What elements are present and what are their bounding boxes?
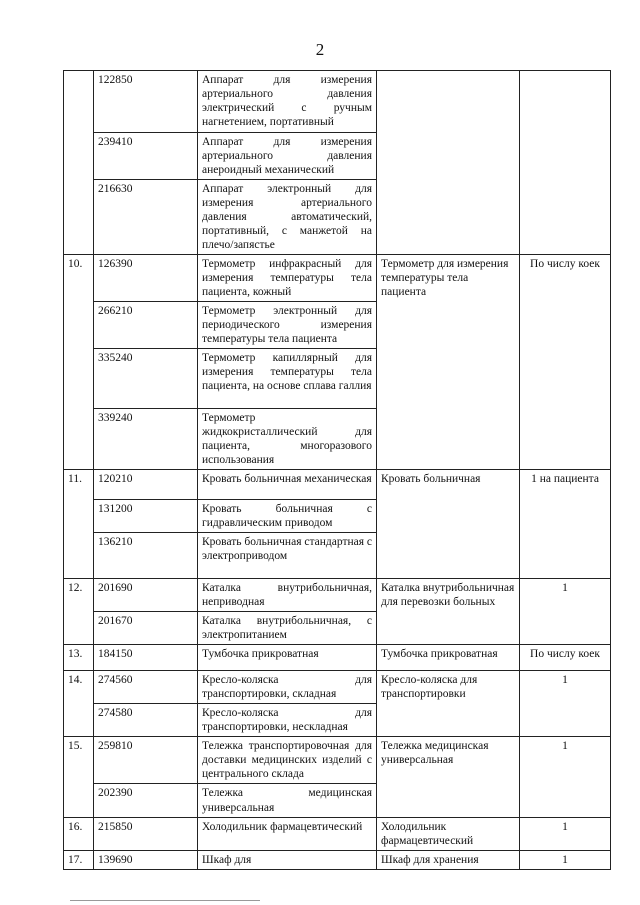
item-code: 131200 (94, 500, 198, 533)
table-row (64, 850, 611, 869)
item-code: 339240 (94, 409, 198, 470)
equipment-table-body (64, 71, 611, 870)
item-code: 266210 (94, 302, 198, 349)
table-row (64, 645, 611, 671)
item-description: Кресло-коляска для транспортировки, складная (198, 671, 377, 704)
equipment-name: Кровать больничная (377, 470, 520, 579)
item-code: 126390 (94, 255, 198, 302)
table-row (64, 817, 611, 850)
item-description: Кресло-коляска для транспортировки, нескладная (198, 704, 377, 737)
row-number: 10. (64, 255, 94, 470)
item-code: 136210 (94, 533, 198, 579)
row-number (64, 71, 94, 255)
item-description: Аппарат для измерения артериального давления электрический с ручным нагнетением, портативный (198, 71, 377, 133)
equipment-quantity: 1 (520, 737, 611, 817)
item-description: Шкаф для (198, 850, 377, 869)
item-description: Термометр жидкокристаллический для пациента, многоразового использования (198, 409, 377, 470)
equipment-quantity: По числу коек (520, 255, 611, 470)
item-description: Каталка внутрибольничная, неприводная (198, 579, 377, 612)
equipment-name: Кресло-коляска для транспортировки (377, 671, 520, 737)
equipment-quantity: 1 (520, 579, 611, 645)
item-description: Термометр инфракрасный для измерения температуры тела пациента, кожный (198, 255, 377, 302)
item-code: 201690 (94, 579, 198, 612)
item-description: Тележка транспортировочная для доставки медицинских изделий с центрального склада (198, 737, 377, 784)
item-code: 139690 (94, 850, 198, 869)
equipment-name: Холодильник фармацевтический (377, 817, 520, 850)
item-code: 239410 (94, 133, 198, 180)
page-edge-line (70, 900, 260, 901)
table-row (64, 579, 611, 612)
item-code: 216630 (94, 180, 198, 255)
page-number: 2 (315, 40, 325, 59)
item-code: 335240 (94, 349, 198, 409)
equipment-quantity: 1 на пациента (520, 470, 611, 579)
table-row (64, 737, 611, 784)
equipment-quantity: 1 (520, 850, 611, 869)
equipment-name: Термометр для измерения температуры тела пациента (377, 255, 520, 470)
item-code: 259810 (94, 737, 198, 784)
item-code: 215850 (94, 817, 198, 850)
equipment-name: Тележка медицинская универсальная (377, 737, 520, 817)
item-code: 184150 (94, 645, 198, 671)
table-row (64, 470, 611, 500)
equipment-quantity (520, 71, 611, 255)
table-row (64, 671, 611, 704)
equipment-quantity: 1 (520, 817, 611, 850)
item-description: Холодильник фармацевтический (198, 817, 377, 850)
row-number: 11. (64, 470, 94, 579)
row-number: 14. (64, 671, 94, 737)
equipment-name: Шкаф для хранения (377, 850, 520, 869)
equipment-name: Каталка внутрибольничная для перевозки больных (377, 579, 520, 645)
row-number: 15. (64, 737, 94, 817)
item-description: Тумбочка прикроватная (198, 645, 377, 671)
item-description: Кровать больничная механическая (198, 470, 377, 500)
item-code: 122850 (94, 71, 198, 133)
item-description: Кровать больничная с гидравлическим приводом (198, 500, 377, 533)
item-description: Термометр электронный для периодического измерения температуры тела пациента (198, 302, 377, 349)
equipment-quantity: По числу коек (520, 645, 611, 671)
item-code: 274560 (94, 671, 198, 704)
item-code: 202390 (94, 784, 198, 817)
item-description: Каталка внутрибольничная, с электропитанием (198, 612, 377, 645)
equipment-name: Тумбочка прикроватная (377, 645, 520, 671)
row-number: 12. (64, 579, 94, 645)
item-code: 274580 (94, 704, 198, 737)
equipment-quantity: 1 (520, 671, 611, 737)
item-description: Кровать больничная стандартная с электроприводом (198, 533, 377, 579)
item-code: 201670 (94, 612, 198, 645)
item-description: Термометр капиллярный для измерения температуры тела пациента, на основе сплава галлия (198, 349, 377, 409)
row-number: 13. (64, 645, 94, 671)
item-description: Аппарат электронный для измерения артериального давления автоматический, портативный, с манжетой на плечо/запястье (198, 180, 377, 255)
table-row (64, 255, 611, 302)
row-number: 16. (64, 817, 94, 850)
item-code: 120210 (94, 470, 198, 500)
equipment-name (377, 71, 520, 255)
row-number: 17. (64, 850, 94, 869)
item-description: Тележка медицинская универсальная (198, 784, 377, 817)
table-row (64, 71, 611, 133)
equipment-table (63, 70, 611, 870)
item-description: Аппарат для измерения артериального давления анероидный механический (198, 133, 377, 180)
